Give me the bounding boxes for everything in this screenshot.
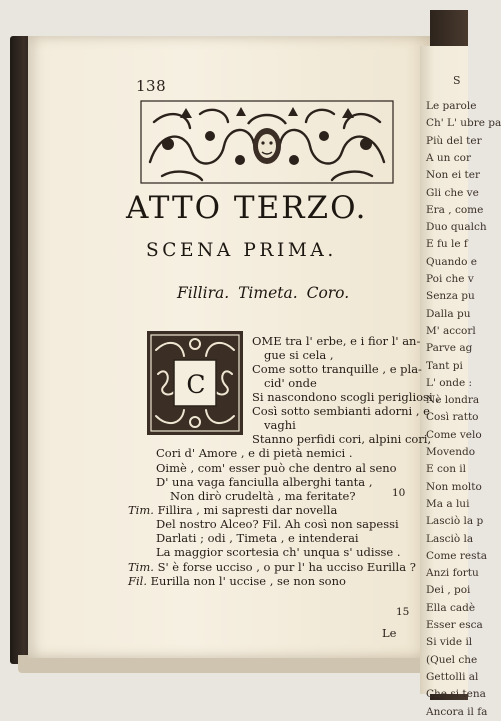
verse-line (156, 446, 353, 460)
facing-page-line: M' accorl (426, 324, 476, 337)
verse-line (156, 461, 397, 475)
speaker-label: Fil. (128, 574, 151, 588)
facing-page-line: Ella cadè (426, 601, 476, 614)
headpiece-ornament-icon (140, 100, 394, 184)
verse-line (156, 517, 399, 531)
facing-page-line: L' onde : (426, 376, 473, 389)
verse-text-span: D' una vaga fanciulla alberghi tanta , (156, 475, 373, 489)
verse-text-span: OME tra l' erbe, e i fior l' an- (252, 334, 421, 348)
facing-page-line: Gettolli al (426, 670, 479, 683)
verse-line (252, 390, 440, 404)
line-number: 15 (396, 606, 410, 618)
facing-page-line: Ancora il fa (426, 705, 488, 718)
facing-page-line: Lasciò la p (426, 515, 484, 528)
verse-text-span: Come sotto tranquille , e pla- (252, 362, 422, 376)
verse-text-span: La maggior scortesia ch' unqua s' udisse . (156, 545, 401, 559)
facing-page-line: Quando e (426, 255, 477, 268)
facing-page-line: Gli che ve (426, 186, 479, 199)
speaker-label: Tim. (128, 503, 158, 517)
facing-page-line: Tant pi (426, 359, 463, 372)
verse-line (264, 348, 334, 362)
character-list: Fillira. Timeta. Coro. (177, 284, 350, 302)
speaker-label: Tim. (128, 560, 158, 574)
facing-page-line: Parve ag (426, 342, 473, 355)
verse-line (128, 503, 337, 517)
line-number: 10 (392, 487, 406, 499)
act-title: ATTO TERZO. (126, 190, 368, 226)
facing-page-line: E con il (426, 463, 467, 476)
verse-line (252, 362, 422, 376)
verse-text-span: Così sotto sembianti adorni , e (252, 404, 430, 418)
facing-page-line: A un cor (426, 151, 472, 164)
verse-text-span: Non dirò crudeltà , ma feritate? (170, 489, 356, 503)
facing-page-line: E fu le f (426, 238, 468, 251)
verse-line (128, 574, 346, 588)
verse-text-span: Del nostro Alceo? Fil. Ah così non sapessi (156, 517, 399, 531)
drop-cap-letter: C (183, 370, 209, 400)
verse-line (170, 489, 356, 503)
page-number: 138 (136, 77, 167, 95)
facing-page-line: Lasciò la (426, 532, 474, 545)
verse-line (252, 432, 431, 446)
verse-line (128, 560, 416, 574)
facing-page-line: Più del ter (426, 134, 482, 147)
verse-line (156, 475, 372, 489)
catchword: Le (382, 626, 397, 640)
facing-page-line: Senza pu (426, 290, 475, 303)
facing-page-line: Esser esca (426, 619, 483, 631)
scene-title: SCENA PRIMA. (146, 240, 337, 261)
verse-text-span: gue si cela , (264, 348, 334, 362)
facing-page-line: Duo qualch (426, 221, 487, 234)
facing-page-line: (Quel che (426, 653, 478, 666)
facing-page-line: Come velo (426, 428, 482, 441)
verse-text-span: cid' onde (264, 376, 317, 390)
facing-page-line: Ch' L' ubre pa (426, 117, 501, 130)
facing-page-line: Era , come (426, 203, 484, 216)
facing-page-line: Anzi fortu (426, 567, 479, 580)
verse-line (264, 376, 317, 390)
facing-page-line: Movendo (426, 446, 476, 458)
facing-page (420, 46, 501, 718)
facing-page-line: Nè londra (426, 394, 480, 407)
verse-text-span: Oimè , com' esser può che dentro al seno (156, 461, 397, 475)
verse-text-span: Fillira , mi sapresti dar novella (157, 503, 338, 517)
facing-page-line: Poi che v (426, 273, 474, 285)
facing-page-line: Non molto (426, 480, 482, 493)
facing-page-line: Ma a lui (426, 497, 470, 510)
facing-page-line: Le parole (426, 100, 477, 112)
verse-text-span: Stanno perfidi cori, alpini cori, (252, 432, 432, 446)
verse-line (252, 334, 420, 348)
facing-page-line: Che si tena (426, 688, 486, 701)
verse-line (156, 531, 359, 545)
verse-text-span: Darlati ; odi , Timeta , e intenderai (156, 531, 359, 545)
facing-page-line: Si vide il (426, 636, 473, 649)
verse-line (264, 418, 296, 432)
verse-text-span: Si nascondono scogli perigliosi , (252, 390, 440, 404)
facing-page-line: Come resta (426, 549, 487, 562)
facing-page-line: Dei , poi (426, 584, 471, 597)
facing-page-line: Così ratto (426, 411, 479, 424)
verse-text-span: S' è forse ucciso , o pur l' ha ucciso Eurilla ? (157, 560, 416, 574)
verse-line (156, 545, 401, 559)
verse-text-span: Cori d' Amore , e di pietà nemici . (156, 446, 353, 460)
facing-page-line: Dalla pu (426, 307, 471, 320)
facing-page-line: Non ei ter (426, 169, 480, 182)
verse-text-span: Eurilla non l' uccise , se non sono (150, 574, 346, 588)
verse-line (252, 404, 430, 418)
verse-text-span: vaghi (264, 418, 296, 432)
facing-page-number: S (453, 74, 461, 87)
